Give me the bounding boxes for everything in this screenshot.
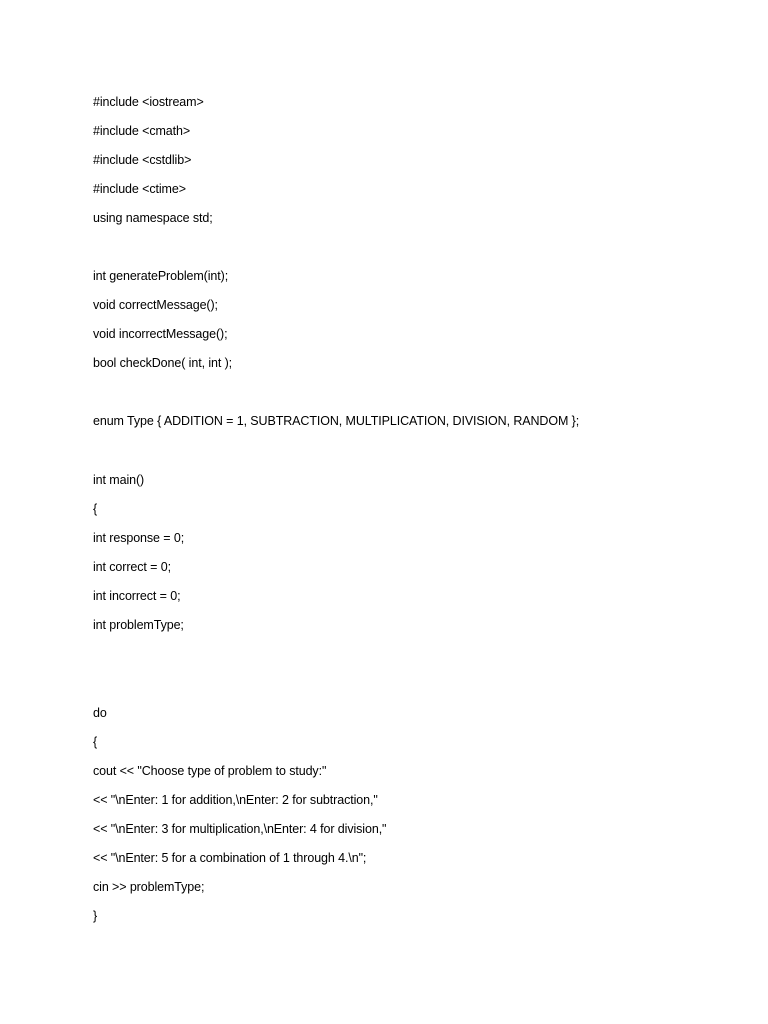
code-line-cout-enter-5: << "\nEnter: 5 for a combination of 1 through 4.\n";: [93, 851, 367, 865]
code-line-correct-decl: int correct = 0;: [93, 560, 171, 574]
code-line-include-iostream: #include <iostream>: [93, 95, 204, 109]
code-line-generate-problem-decl: int generateProblem(int);: [93, 269, 229, 283]
code-line-do: do: [93, 706, 107, 720]
code-line-check-done-decl: bool checkDone( int, int );: [93, 356, 233, 370]
code-line-open-brace: {: [93, 502, 98, 516]
code-line-response-decl: int response = 0;: [93, 531, 185, 545]
code-line-int-main: int main(): [93, 473, 145, 487]
code-line-include-cmath: #include <cmath>: [93, 124, 191, 138]
code-line-do-open-brace: {: [93, 735, 98, 749]
code-line-cout-enter-1-2: << "\nEnter: 1 for addition,\nEnter: 2 for subtraction,": [93, 793, 378, 807]
code-line-problem-type-decl: int problemType;: [93, 618, 184, 632]
code-line-using-namespace: using namespace std;: [93, 211, 213, 225]
code-line-cout-enter-3-4: << "\nEnter: 3 for multiplication,\nEnter: 4 for division,": [93, 822, 387, 836]
code-line-correct-message-decl: void correctMessage();: [93, 298, 218, 312]
code-line-include-ctime: #include <ctime>: [93, 182, 186, 196]
code-line-incorrect-message-decl: void incorrectMessage();: [93, 327, 228, 341]
code-line-incorrect-decl: int incorrect = 0;: [93, 589, 181, 603]
code-line-include-cstdlib: #include <cstdlib>: [93, 153, 192, 167]
code-line-cin-problem-type: cin >> problemType;: [93, 880, 205, 894]
code-line-close-brace: }: [93, 909, 98, 923]
code-line-cout-choose: cout << "Choose type of problem to study:": [93, 764, 327, 778]
code-line-enum-type: enum Type { ADDITION = 1, SUBTRACTION, MULTIPLICATION, DIVISION, RANDOM };: [93, 414, 580, 428]
